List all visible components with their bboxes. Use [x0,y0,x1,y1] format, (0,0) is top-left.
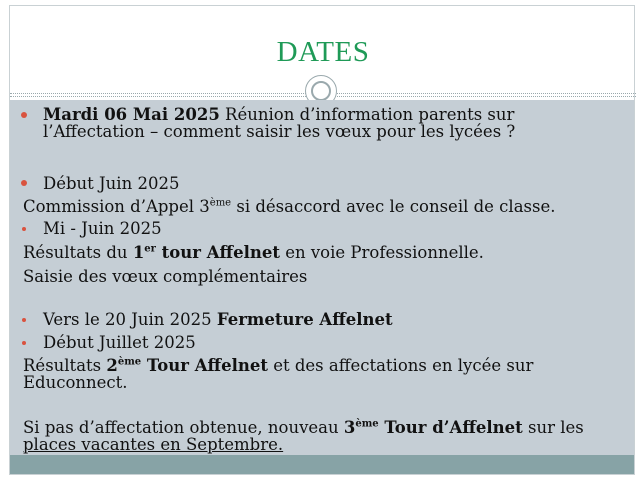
item-mai-line2: l’Affectation – comment saisir les vœux pour les lycées ? [43,122,516,141]
item-mai-date: Mardi 06 Mai 2025 [43,105,220,124]
item-mi-juin: Mi - Juin 2025 [43,219,162,238]
slide [9,5,635,475]
tour-sup: er [144,243,156,255]
item-debut-juin: Début Juin 2025 [43,174,180,193]
item-debut-juillet: Début Juillet 2025 [43,333,196,352]
affectations-text: et des affectations en lycée sur [267,356,534,375]
tour-number: 1 [132,243,145,262]
tour3-sup: ème [355,418,379,430]
commission-text: Commission d’Appel 3 [23,197,210,216]
educonnect-line: Educonnect. [23,373,128,392]
tour2-number: 2 [106,356,118,375]
bullet-icon [21,112,27,118]
content-area [10,100,634,455]
resultats-2eme-line [23,357,533,374]
fermeture-date: Vers le 20 Juin 2025 [43,310,217,329]
item-mai-text: Réunion d’information parents sur [219,105,515,124]
places-vacantes-line: places vacantes en Septembre. [23,435,284,454]
bullet-icon [22,318,26,322]
resultats-text: Résultats du [23,243,133,262]
bottom-band [10,455,634,474]
sur-les-text: sur les [522,418,584,437]
tour3-affelnet: Tour d’Affelnet [378,418,523,437]
resultats-1er-line [23,244,484,261]
bullet-icon [22,227,26,231]
item-fermeture [43,311,393,328]
bullet-icon [21,180,27,186]
item-mai-line1 [43,106,514,123]
saisie-line: Saisie des vœux complémentaires [23,267,308,286]
circle-ornament-inner [311,81,331,101]
bullet-icon [22,341,26,345]
tour2-affelnet: Tour Affelnet [141,356,268,375]
commission-line [23,198,556,215]
fermeture-affelnet: Fermeture Affelnet [216,310,393,329]
resultats2-text: Résultats [23,356,107,375]
slide-title: DATES [276,36,370,68]
tour3-number: 3 [343,418,356,437]
si-pas-text: Si pas d’affectation obtenue, nouveau [23,418,344,437]
commission-sup: ème [209,197,232,209]
commission-rest: si désaccord avec le conseil de classe. [231,197,556,216]
si-pas-line [23,419,584,436]
voie-pro-text: en voie Professionnelle. [279,243,484,262]
tour-affelnet: tour Affelnet [155,243,280,262]
tour2-sup: ème [117,356,142,368]
